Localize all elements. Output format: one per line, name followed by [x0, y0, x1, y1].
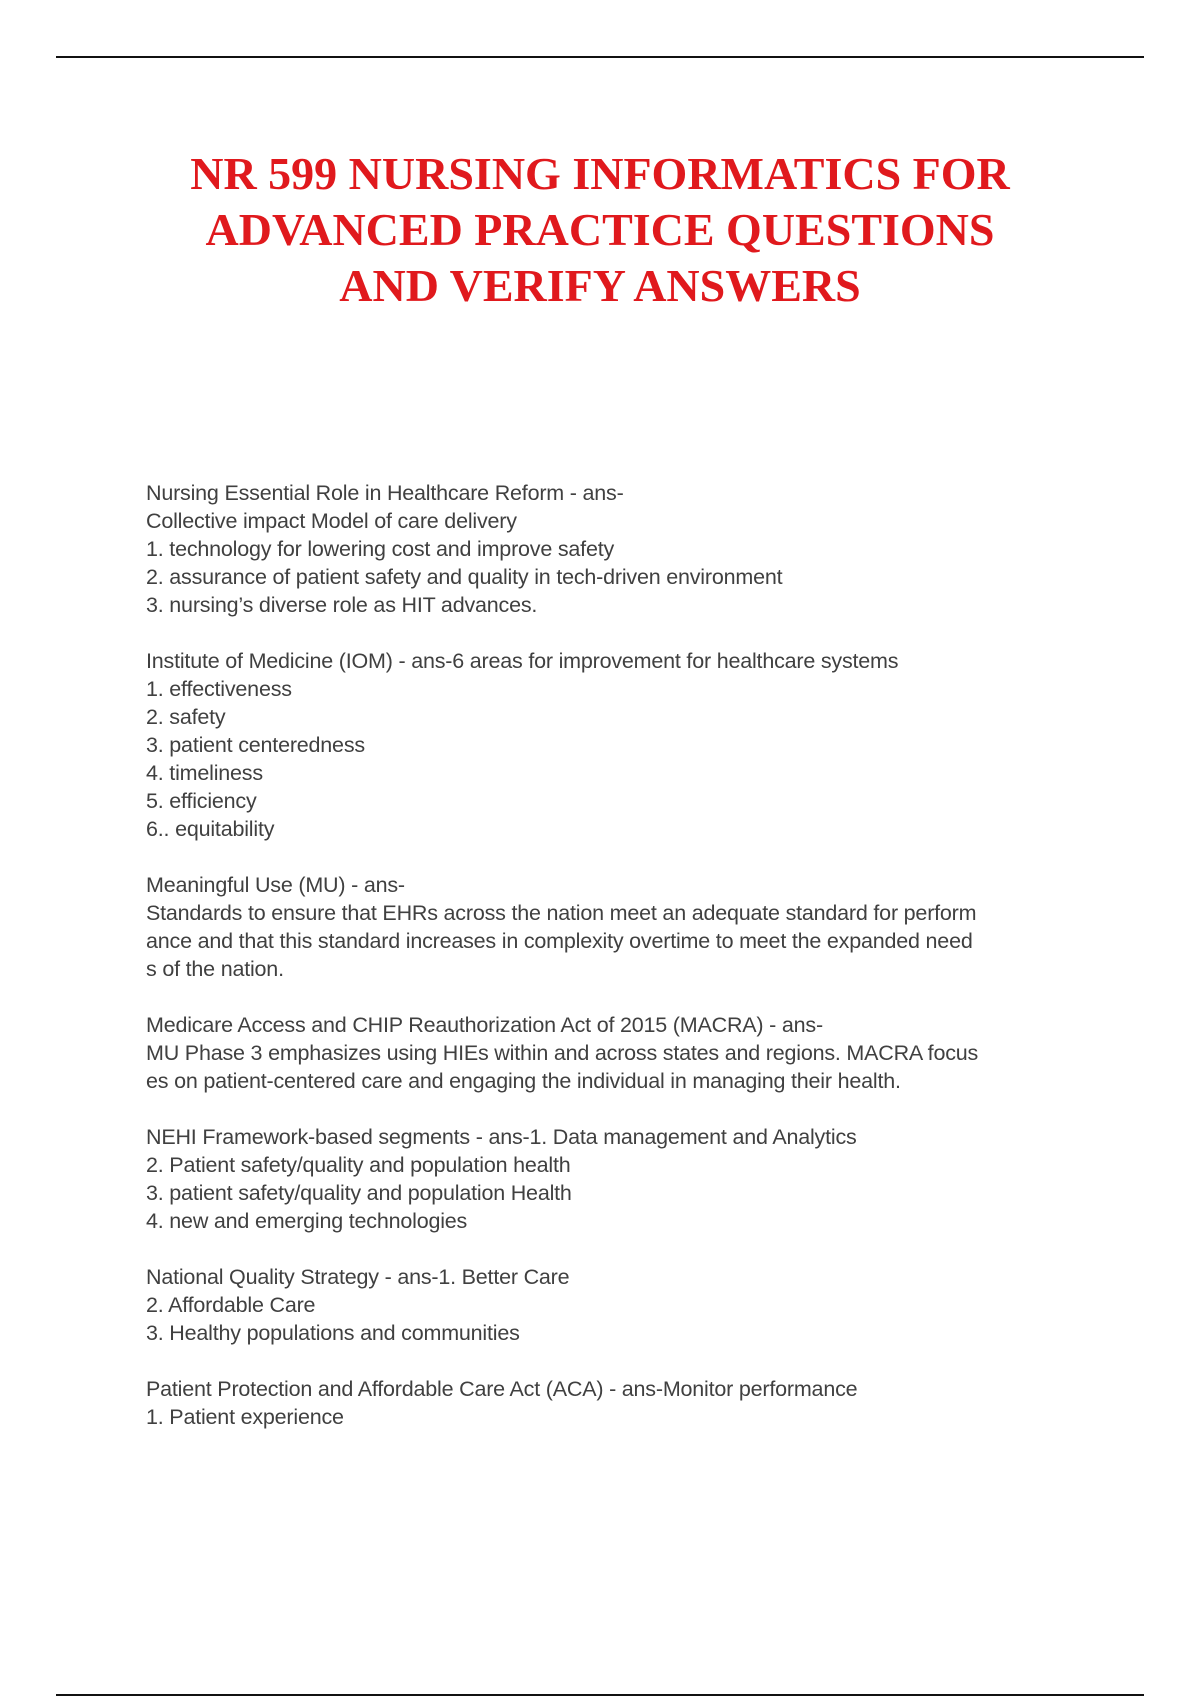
answer-line: 3. nursing’s diverse role as HIT advances.	[146, 593, 538, 617]
answer-line: 1. effectiveness	[146, 677, 292, 701]
qa-entry-iom	[146, 647, 1096, 843]
question-line: NEHI Framework-based segments - ans-1. Data management and Analytics	[146, 1125, 857, 1149]
answer-line: es on patient-centered care and engaging the individual in managing their health.	[146, 1069, 901, 1093]
question-line: Medicare Access and CHIP Reauthorization Act of 2015 (MACRA) - ans-	[146, 1013, 823, 1037]
answer-line: 5. efficiency	[146, 789, 257, 813]
question-line: Institute of Medicine (IOM) - ans-6 areas for improvement for healthcare systems	[146, 649, 899, 673]
question-line: Meaningful Use (MU) - ans-	[146, 873, 405, 897]
answer-line: 2. Affordable Care	[146, 1293, 316, 1317]
question-line: National Quality Strategy - ans-1. Better Care	[146, 1265, 570, 1289]
answer-line: s of the nation.	[146, 957, 284, 981]
qa-entry-macra	[146, 1011, 1096, 1095]
qa-entry-nursing-essential-role	[146, 479, 1096, 619]
top-rule	[56, 56, 1144, 58]
answer-line: MU Phase 3 emphasizes using HIEs within and across states and regions. MACRA focus	[146, 1041, 979, 1065]
answer-line: 2. safety	[146, 705, 226, 729]
answer-line: 4. new and emerging technologies	[146, 1209, 468, 1233]
title-line: NR 599 NURSING INFORMATICS FOR	[190, 148, 1010, 199]
question-line: Nursing Essential Role in Healthcare Reform - ans-	[146, 481, 624, 505]
answer-line: ance and that this standard increases in complexity overtime to meet the expanded need	[146, 929, 973, 953]
answer-line: 4. timeliness	[146, 761, 263, 785]
answer-line: 2. Patient safety/quality and population health	[146, 1153, 571, 1177]
answer-line: 3. patient safety/quality and population Health	[146, 1181, 572, 1205]
title-line: ADVANCED PRACTICE QUESTIONS	[205, 204, 995, 255]
answer-line: 2. assurance of patient safety and quality in tech-driven environment	[146, 565, 783, 589]
qa-entry-national-quality-strategy	[146, 1263, 1096, 1347]
document-title	[100, 146, 1100, 314]
qa-entry-nehi	[146, 1123, 1096, 1235]
title-line: AND VERIFY ANSWERS	[339, 260, 861, 311]
qa-entry-meaningful-use	[146, 871, 1096, 983]
bottom-rule	[56, 1694, 1144, 1696]
qa-content	[146, 479, 1096, 1459]
answer-line: 1. technology for lowering cost and improve safety	[146, 537, 615, 561]
question-line: Patient Protection and Affordable Care Act (ACA) - ans-Monitor performance	[146, 1377, 858, 1401]
qa-entry-aca	[146, 1375, 1096, 1431]
answer-line: 3. patient centeredness	[146, 733, 365, 757]
answer-line: Standards to ensure that EHRs across the nation meet an adequate standard for perform	[146, 901, 977, 925]
answer-line: 3. Healthy populations and communities	[146, 1321, 520, 1345]
answer-line: 1. Patient experience	[146, 1405, 344, 1429]
answer-line: 6.. equitability	[146, 817, 275, 841]
answer-line: Collective impact Model of care delivery	[146, 509, 517, 533]
